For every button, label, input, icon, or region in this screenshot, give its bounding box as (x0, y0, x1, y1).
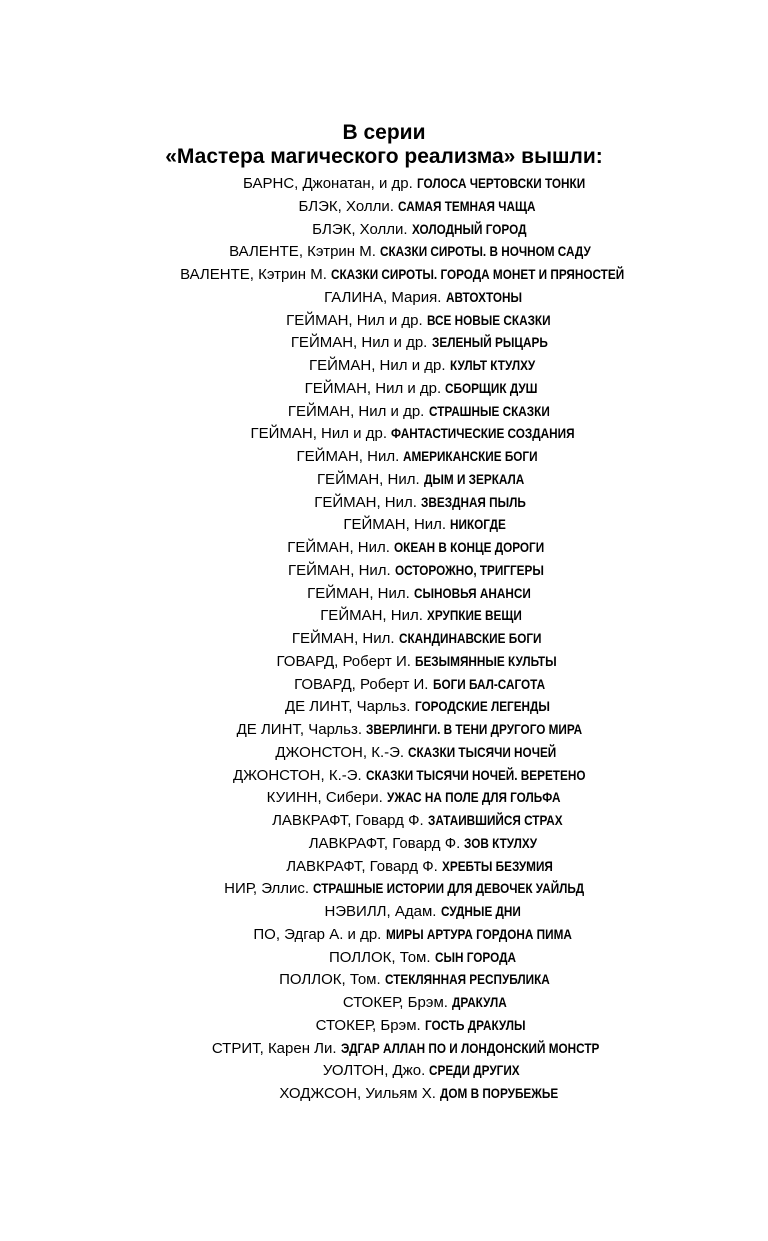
book-entry (0, 968, 768, 991)
book-title: СБОРЩИК ДУШ (445, 379, 538, 396)
book-title: ЗАТАИВШИЙСЯ СТРАХ (427, 812, 563, 828)
book-author: ГОВАРД, Роберт И. (276, 652, 411, 670)
book-entry (0, 809, 768, 832)
book-entry (0, 946, 768, 969)
book-title: ФАНТАСТИЧЕСКИЕ СОЗДАНИЯ (391, 425, 575, 442)
book-entry (0, 218, 768, 241)
book-author: ГЕЙМАН, Нил и др. (290, 334, 428, 352)
book-title: ЗВЕЗДНАЯ ПЫЛЬ (421, 493, 526, 510)
book-author: ДЖОНСТОН, К.-Э. (275, 743, 405, 761)
book-author: ГЕЙМАН, Нил. (296, 448, 400, 465)
book-entry (0, 877, 768, 900)
book-entry (0, 195, 768, 218)
book-author: ГЕЙМАН, Нил. (316, 470, 420, 488)
book-entry (0, 855, 768, 878)
book-author: ПО, Эдгар А. и др. (253, 925, 382, 943)
book-author: ГЕЙМАН, Нил. (314, 493, 417, 511)
book-title: КУЛЬТ КТУЛХУ (449, 357, 535, 373)
book-entry (0, 422, 768, 445)
book-entry (0, 1014, 768, 1037)
book-author: ГЕЙМАН, Нил. (343, 516, 447, 534)
book-title: ХОЛОДНЫЙ ГОРОД (411, 220, 527, 237)
book-entry (0, 991, 768, 1014)
book-title: ЗЕЛЕНЫЙ РЫЦАРЬ (431, 334, 548, 351)
book-entry (0, 468, 768, 491)
book-entry (0, 832, 768, 855)
book-entry (0, 286, 768, 309)
book-entry (0, 1037, 768, 1060)
book-author: ГЕЙМАН, Нил и др. (308, 357, 446, 374)
book-entry (0, 695, 768, 718)
book-author: УОЛТОН, Джо. (322, 1062, 426, 1080)
book-entry (0, 718, 768, 741)
book-title: СТЕКЛЯННАЯ РЕСПУБЛИКА (384, 971, 550, 988)
book-author: СТОКЕР, Брэм. (315, 1016, 421, 1034)
book-title: ХРУПКИЕ ВЕЩИ (427, 607, 522, 624)
book-author: КУИНН, Сибери. (266, 789, 383, 807)
book-author: ГЕЙМАН, Нил и др. (304, 379, 442, 397)
series-heading-line-2: «Мастера магического реализма» вышли: (165, 145, 603, 168)
book-author: ХОДЖСОН, Уильям Х. (279, 1085, 436, 1102)
book-title: СЫНОВЬЯ АНАНСИ (414, 584, 531, 601)
book-entry (0, 331, 768, 354)
book-author: СТОКЕР, Брэм. (342, 994, 448, 1011)
book-title: ДОМ В ПОРУБЕЖЬЕ (440, 1085, 559, 1101)
book-author: ГЕЙМАН, Нил. (287, 539, 390, 556)
book-entry (0, 741, 768, 764)
book-title: ГОСТЬ ДРАКУЛЫ (424, 1016, 526, 1033)
book-author: ГАЛИНА, Мария. (324, 288, 442, 306)
book-title: НИКОГДЕ (450, 516, 507, 533)
book-author: ДЖОНСТОН, К.-Э. (233, 766, 362, 784)
book-title: АМЕРИКАНСКИЕ БОГИ (403, 448, 538, 464)
book-title: ОКЕАН В КОНЦЕ ДОРОГИ (394, 539, 545, 555)
book-title: ЗОВ КТУЛХУ (464, 834, 538, 851)
book-title: АВТОХТОНЫ (445, 288, 522, 305)
book-entry (0, 582, 768, 605)
book-title: СРЕДИ ДРУГИХ (429, 1062, 521, 1079)
book-title: СЫН ГОРОДА (434, 948, 516, 965)
book-title: ОСТОРОЖНО, ТРИГГЕРЫ (394, 561, 544, 578)
book-title: ГОЛОСА ЧЕРТОВСКИ ТОНКИ (416, 175, 586, 191)
book-author: ГЕЙМАН, Нил и др. (286, 311, 423, 329)
book-title: СТРАШНЫЕ СКАЗКИ (428, 402, 550, 419)
book-author: ЛАВКРАФТ, Говард Ф. (286, 857, 438, 875)
book-entry (0, 764, 768, 787)
book-entry (0, 559, 768, 582)
book-title: ЗВЕРЛИНГИ. В ТЕНИ ДРУГОГО МИРА (366, 721, 583, 737)
published-books-list (0, 172, 768, 1105)
book-entry (0, 673, 768, 696)
book-author: ПОЛЛОК, Том. (329, 948, 431, 966)
book-author: ЛАВКРАФТ, Говард Ф. (308, 834, 461, 852)
book-author: ГЕЙМАН, Нил. (307, 584, 410, 602)
book-author: ВАЛЕНТЕ, Кэтрин М. (229, 243, 376, 261)
book-title: СКАЗКИ ТЫСЯЧИ НОЧЕЙ (408, 743, 557, 760)
book-author: СТРИТ, Карен Ли. (211, 1039, 337, 1057)
book-title: БОГИ БАЛ-САГОТА (432, 675, 545, 692)
book-title: СКАЗКИ ТЫСЯЧИ НОЧЕЙ. ВЕРЕТЕНО (365, 766, 586, 783)
book-entry (0, 172, 768, 195)
book-entry (0, 491, 768, 514)
book-entry (0, 377, 768, 400)
book-title: ЭДГАР АЛЛАН ПО И ЛОНДОНСКИЙ МОНСТР (340, 1039, 600, 1056)
book-entry (0, 309, 768, 332)
book-author: ГЕЙМАН, Нил и др. (250, 425, 387, 443)
book-title: САМАЯ ТЕМНАЯ ЧАЩА (398, 197, 536, 214)
book-author: ГЕЙМАН, Нил. (288, 561, 391, 579)
book-entry (0, 1082, 768, 1105)
book-entry (0, 263, 768, 286)
book-entry (0, 650, 768, 673)
book-title: СКАЗКИ СИРОТЫ. ГОРОДА МОНЕТ И ПРЯНОСТЕЙ (331, 266, 625, 282)
book-title: СКАНДИНАВСКИЕ БОГИ (398, 630, 542, 646)
book-title: ВСЕ НОВЫЕ СКАЗКИ (426, 311, 551, 328)
book-title: ДРАКУЛА (452, 994, 507, 1010)
book-author: ГЕЙМАН, Нил. (320, 607, 423, 625)
book-author: НИР, Эллис. (224, 880, 310, 898)
book-author: ДЕ ЛИНТ, Чарльз. (284, 698, 411, 716)
book-title: СТРАШНЫЕ ИСТОРИИ ДЛЯ ДЕВОЧЕК УАЙЛЬД (313, 880, 585, 897)
book-author: ЛАВКРАФТ, Говард Ф. (272, 812, 424, 829)
book-title: УЖАС НА ПОЛЕ ДЛЯ ГОЛЬФА (386, 789, 561, 806)
book-author: БЛЭК, Холли. (312, 220, 408, 238)
series-heading-line-1: В серии (342, 121, 426, 144)
book-entry (0, 513, 768, 536)
book-title: БЕЗЫМЯННЫЕ КУЛЬТЫ (415, 652, 557, 669)
book-author: ГОВАРД, Роберт И. (294, 675, 429, 693)
book-title: МИРЫ АРТУРА ГОРДОНА ПИМА (385, 925, 572, 942)
book-title: СКАЗКИ СИРОТЫ. В НОЧНОМ САДУ (380, 243, 591, 260)
book-title: СУДНЫЕ ДНИ (440, 903, 521, 919)
book-author: НЭВИЛЛ, Адам. (324, 903, 437, 920)
book-author: ДЕ ЛИНТ, Чарльз. (236, 721, 363, 738)
book-title: ДЫМ И ЗЕРКАЛА (423, 470, 525, 487)
book-entry (0, 400, 768, 423)
book-author: ГЕЙМАН, Нил. (291, 630, 395, 647)
book-entry (0, 604, 768, 627)
book-author: ГЕЙМАН, Нил и др. (287, 402, 425, 420)
book-title: ГОРОДСКИЕ ЛЕГЕНДЫ (414, 698, 550, 715)
book-title: ХРЕБТЫ БЕЗУМИЯ (441, 857, 553, 874)
book-entry (0, 627, 768, 650)
book-entry (0, 445, 768, 468)
book-entry (0, 923, 768, 946)
book-entry (0, 536, 768, 559)
book-author: БЛЭК, Холли. (298, 197, 394, 215)
book-author: ПОЛЛОК, Том. (279, 971, 381, 989)
book-author: БАРНС, Джонатан, и др. (242, 175, 413, 192)
book-entry (0, 354, 768, 377)
book-entry (0, 1059, 768, 1082)
book-author: ВАЛЕНТЕ, Кэтрин М. (180, 266, 327, 283)
book-entry (0, 786, 768, 809)
book-entry (0, 240, 768, 263)
book-entry (0, 900, 768, 923)
